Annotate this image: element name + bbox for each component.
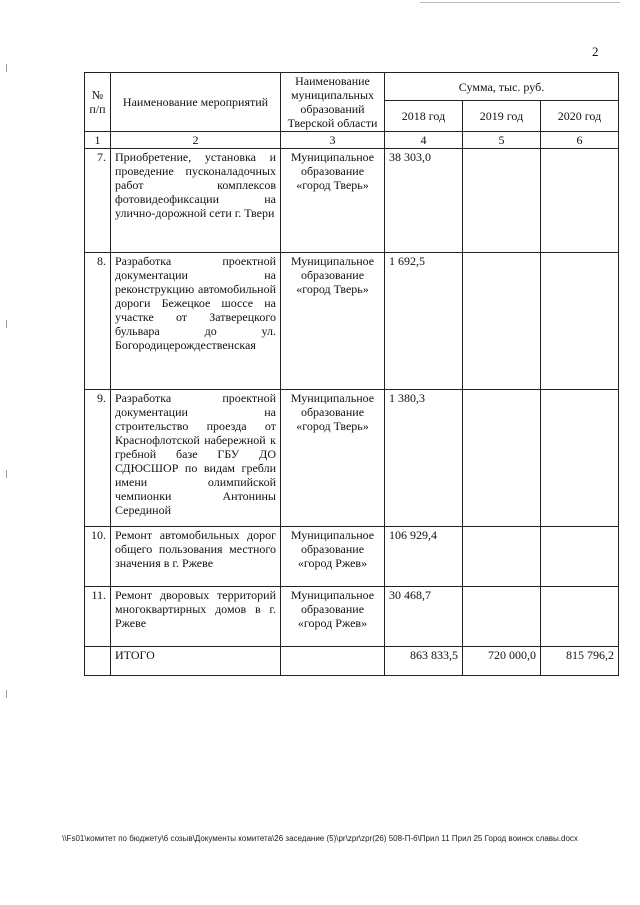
municipality-name: Муниципальное образование «город Тверь» xyxy=(281,149,385,253)
total-empty-cell xyxy=(281,647,385,676)
row-number: 11. xyxy=(85,587,111,647)
activity-name: Приобретение, установка и проведение пусконаладочных работ комплексов фотовидеофиксации на улично-дорожной сети г. Твери xyxy=(111,149,281,253)
total-2020: 815 796,2 xyxy=(541,647,619,676)
sum-2019 xyxy=(463,587,541,647)
sum-2020 xyxy=(541,390,619,527)
row-number: 9. xyxy=(85,390,111,527)
total-empty-cell xyxy=(85,647,111,676)
total-label: ИТОГО xyxy=(111,647,281,676)
sum-2020 xyxy=(541,149,619,253)
sum-2019 xyxy=(463,390,541,527)
sum-2018: 38 303,0 xyxy=(385,149,463,253)
scan-mark xyxy=(6,690,7,698)
sum-2018: 30 468,7 xyxy=(385,587,463,647)
page-number: 2 xyxy=(592,44,599,59)
column-number: 2 xyxy=(111,132,281,149)
header-sum: Сумма, тыс. руб. xyxy=(385,73,619,101)
activity-name: Разработка проектной документации на строительство проезда от Краснофлотской набережной к гребной базе ГБУ ДО СДЮСШОР по видам гребли имени олимпийской чемпионки Антонины Серединой xyxy=(111,390,281,527)
sum-2019 xyxy=(463,527,541,587)
header-municipality: Наименование муниципальных образований Тверской области xyxy=(281,73,385,132)
row-number: 10. xyxy=(85,527,111,587)
scan-mark xyxy=(6,64,7,72)
header-year-2020: 2020 год xyxy=(541,101,619,132)
municipality-name: Муниципальное образование «город Ржев» xyxy=(281,527,385,587)
header-year-2019: 2019 год xyxy=(463,101,541,132)
file-path-footer: \\Fs01\комитет по бюджету\6 созыв\Документы комитета\26 заседание (5)\pr\zpr\zpr(26) 508-П-6\Прил 11 Прил 25 Город воинск славы.docx xyxy=(62,834,578,843)
sum-2018: 106 929,4 xyxy=(385,527,463,587)
column-number: 4 xyxy=(385,132,463,149)
column-number: 6 xyxy=(541,132,619,149)
scan-edge-line xyxy=(420,2,620,3)
header-name: Наименование мероприятий xyxy=(111,73,281,132)
sum-2020 xyxy=(541,253,619,390)
table-row xyxy=(85,587,619,647)
municipality-name: Муниципальное образование «город Тверь» xyxy=(281,390,385,527)
total-2018: 863 833,5 xyxy=(385,647,463,676)
table-row xyxy=(85,527,619,587)
scan-mark xyxy=(6,320,7,328)
budget-table xyxy=(84,72,619,676)
row-number: 8. xyxy=(85,253,111,390)
sum-2019 xyxy=(463,149,541,253)
column-number: 3 xyxy=(281,132,385,149)
activity-name: Разработка проектной документации на реконструкцию автомобильной дороги Бежецкое шоссе на участке от Затверецкого бульвара до ул. Богородицерождественская xyxy=(111,253,281,390)
table-row xyxy=(85,253,619,390)
table-row xyxy=(85,390,619,527)
activity-name: Ремонт автомобильных дорог общего пользования местного значения в г. Ржеве xyxy=(111,527,281,587)
sum-2018: 1 380,3 xyxy=(385,390,463,527)
table-row xyxy=(85,149,619,253)
column-number: 5 xyxy=(463,132,541,149)
municipality-name: Муниципальное образование «город Ржев» xyxy=(281,587,385,647)
sum-2019 xyxy=(463,253,541,390)
sum-2018: 1 692,5 xyxy=(385,253,463,390)
row-number: 7. xyxy=(85,149,111,253)
header-no: № п/п xyxy=(85,73,111,132)
total-row xyxy=(85,647,619,676)
header-year-2018: 2018 год xyxy=(385,101,463,132)
municipality-name: Муниципальное образование «город Тверь» xyxy=(281,253,385,390)
activity-name: Ремонт дворовых территорий многоквартирных домов в г. Ржеве xyxy=(111,587,281,647)
scan-mark xyxy=(6,470,7,478)
column-number: 1 xyxy=(85,132,111,149)
total-2019: 720 000,0 xyxy=(463,647,541,676)
sum-2020 xyxy=(541,587,619,647)
sum-2020 xyxy=(541,527,619,587)
